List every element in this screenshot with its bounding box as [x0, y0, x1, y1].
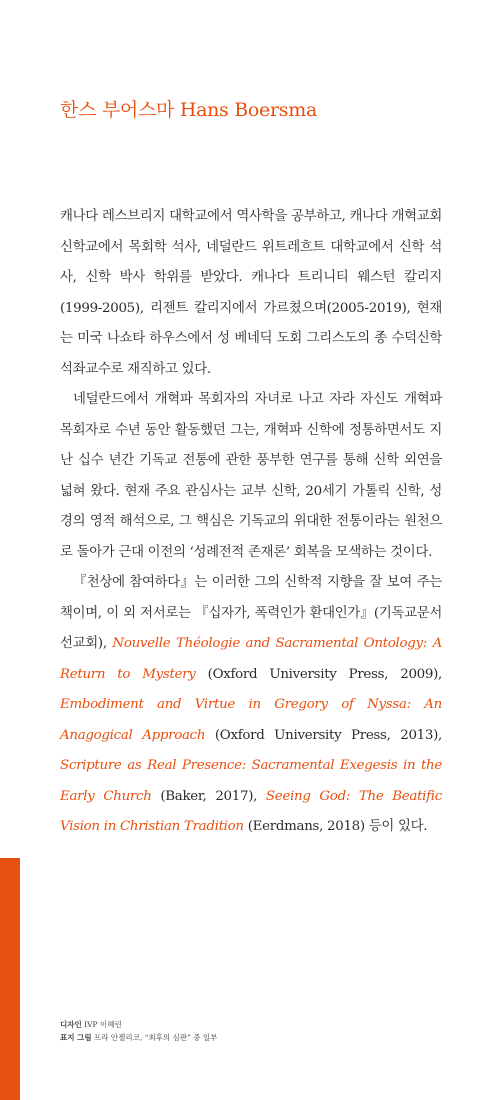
cover-art-credit-value: 프라 안젤리코, “최후의 심판” 중 일부	[93, 1033, 218, 1042]
bio-paragraph-3	[60, 568, 442, 843]
bio-paragraph-2: 네덜란드에서 개혁파 목회자의 자녀로 나고 자라 자신도 개혁파 목회자로 수년 동안 활동했던 그는, 개혁파 신학에 정통하면서도 지난 십수 년간 기독교 전통에 관한 풍부한 연구를 통해 신학 외연을 넓혀 왔다. 현재 주요 관심사는 교부 신학, 20세기 가톨릭 신학, 성경의 영적 해석으로, 그 핵심은 기독교의 위대한 전통이라는 원천으로 돌아가 근대 이전의 ‘성례전적 존재론’ 회복을 모색하는 것이다.	[60, 392, 442, 560]
design-credit-label: 디자인	[60, 1020, 82, 1029]
work-title: Scripture as Real Presence: Sacramental Exegesis in the Early Church	[60, 758, 442, 804]
bio-works-lead: 『천상에 참여하다』는 이러한 그의 신학적 지향을 잘 보여 주는 책이며, 이 외 저서로는 『십자가, 폭력인가 환대인가』(기독교문서선교회),	[60, 575, 442, 651]
work-publisher: (Oxford University Press, 2009),	[207, 666, 442, 682]
author-name-korean: 한스 부어스마	[60, 99, 175, 121]
work-publisher: (Baker, 2017),	[160, 788, 258, 804]
work-publisher: (Oxford University Press, 2013),	[214, 727, 442, 743]
author-name	[60, 95, 317, 122]
work-title: Nouvelle Théologie and Sacramental Ontology: A Return to Mystery	[60, 636, 442, 682]
design-credit	[60, 1018, 217, 1031]
author-name-english: Hans Boersma	[179, 99, 317, 121]
author-bio	[60, 202, 442, 843]
accent-bar	[0, 858, 20, 1100]
cover-art-credit	[60, 1031, 217, 1044]
work-title: Seeing God: The Beatific Vision in Christian Tradition	[60, 788, 442, 834]
work-title: Embodiment and Virtue in Gregory of Nyssa: An Anagogical Approach	[60, 697, 442, 743]
bio-works-tail: 등이 있다.	[368, 819, 428, 834]
work-publisher: (Eerdmans, 2018)	[247, 819, 365, 834]
book-credits	[60, 1018, 217, 1044]
design-credit-value: IVP 이혜린	[84, 1020, 122, 1029]
cover-art-credit-label: 표지 그림	[60, 1033, 92, 1042]
bio-paragraph-1: 캐나다 레스브리지 대학교에서 역사학을 공부하고, 캐나다 개혁교회 신학교에서 목회학 석사, 네덜란드 위트레흐트 대학교에서 신학 석사, 신학 박사 학위를 받았다. 캐나다 트리니티 웨스턴 칼리지(1999-2005), 리젠트 칼리지에서 가르쳤으며(2005-2019), 현재는 미국 나쇼타 하우스에서 성 베네딕 도회 그리스도의 종 수덕신학 석좌교수로 재직하고 있다.	[60, 209, 442, 377]
